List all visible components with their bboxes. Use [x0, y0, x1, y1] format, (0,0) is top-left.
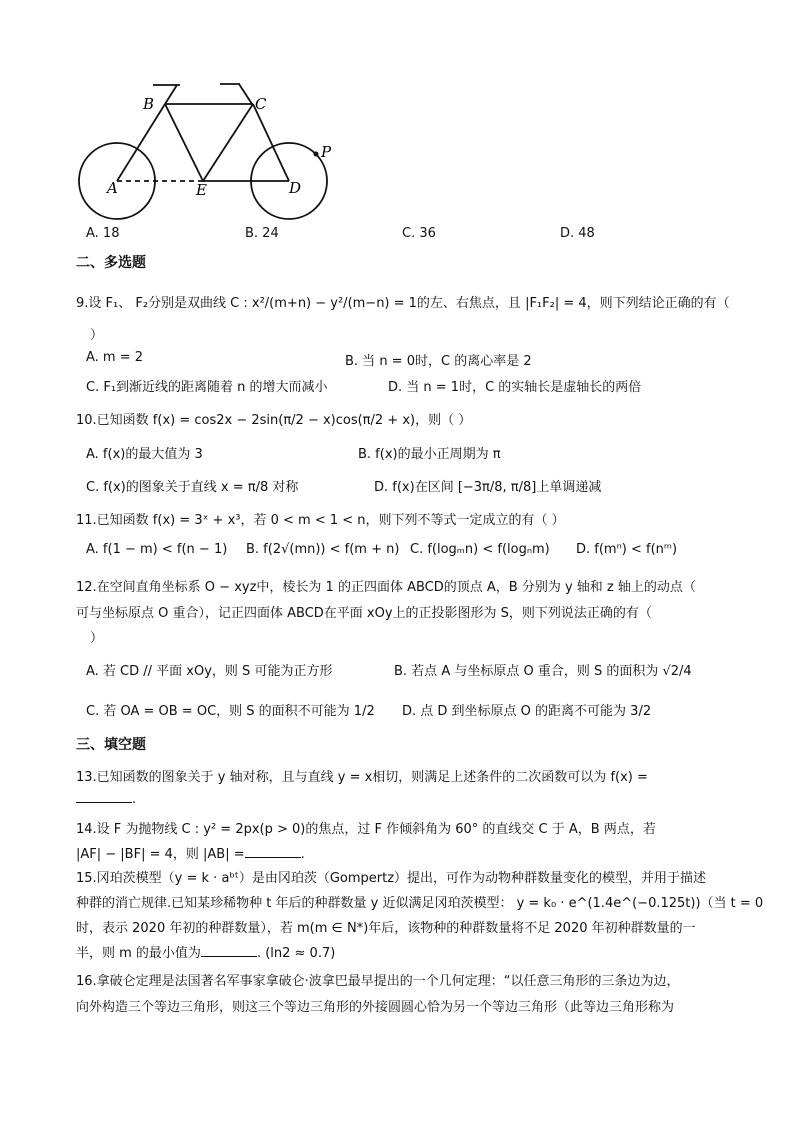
q8-option-b: B. 24	[245, 226, 279, 241]
tube-CE	[203, 104, 253, 181]
q15-line-3: 时，表示 2020 年初的种群数量），若 m(m ∈ N*)年后，该物种的种群数量将不足 2020 年初种群数量的一	[76, 921, 696, 936]
q15-line-1: 15.冈珀茨模型（y = k · aᵇᵗ）是由冈珀茨（Gompertz）提出，可作为动物种群数量变化的模型，并用于描述	[76, 871, 707, 886]
q11-option-c: C. f(logₘn) < f(logₙm)	[410, 542, 550, 557]
q9-stem-end: ）	[90, 328, 104, 343]
section-heading-multiple-choice: 二、多选题	[76, 255, 146, 271]
label-A: A	[107, 179, 118, 197]
q12-option-b: B. 若点 A 与坐标原点 O 重合，则 S 的面积为 √2/4	[394, 664, 692, 679]
q12-line-1: 12.在空间直角坐标系 O − xyz中，棱长为 1 的正四面体 ABCD的顶点 A，B 分别为 y 轴和 z 轴上的动点（	[76, 580, 696, 595]
q8-option-d: D. 48	[560, 226, 595, 241]
label-B: B	[143, 95, 155, 113]
q16-line-1: 16.拿破仑定理是法国著名军事家拿破仑·波拿巴最早提出的一个几何定理：“以任意三角形的三条边为边，	[76, 974, 680, 989]
section-heading-fill-in: 三、填空题	[76, 737, 146, 753]
q13-answer-blank[interactable]	[76, 790, 132, 803]
label-C: C	[255, 95, 267, 113]
q8-option-a: A. 18	[86, 226, 120, 241]
q11-option-a: A. f(1 − m) < f(n − 1)	[86, 542, 228, 557]
q15-answer-blank[interactable]	[201, 944, 257, 957]
q10-stem: 10.已知函数 f(x) = cos2x − 2sin(π/2 − x)cos(π/2 + x)，则（ ）	[76, 413, 472, 428]
q10-option-d: D. f(x)在区间 [−3π/8, π/8]上单调递减	[374, 480, 602, 495]
q10-option-a: A. f(x)的最大值为 3	[86, 447, 203, 462]
q9-option-a: A. m = 2	[86, 350, 144, 365]
point-P-dot	[314, 152, 319, 157]
q15-line-4: 半，则 m 的最小值为 . (ln2 ≈ 0.7)	[76, 946, 336, 961]
q14-line-1: 14.设 F 为抛物线 C : y² = 2px(p > 0)的焦点，过 F 作倾斜角为 60° 的直线交 C 于 A，B 两点，若	[76, 822, 656, 837]
q11-option-b: B. f(2√(mn)) < f(m + n)	[246, 542, 400, 557]
q12-option-c: C. 若 OA = OB = OC，则 S 的面积不可能为 1/2	[86, 704, 375, 719]
label-E: E	[196, 181, 207, 199]
q14-answer-blank[interactable]	[245, 845, 301, 858]
q11-option-d: D. f(mⁿ) < f(nᵐ)	[576, 542, 678, 557]
q10-option-b: B. f(x)的最小正周期为 π	[358, 447, 501, 462]
q14-line-2: |AF| − |BF| = 4，则 |AB| = .	[76, 847, 305, 862]
label-D: D	[289, 179, 302, 197]
q9-option-b: B. 当 n = 0时，C 的离心率是 2	[345, 354, 532, 369]
q16-line-2: 向外构造三个等边三角形，则这三个等边三角形的外接圆圆心恰为另一个等边三角形（此等边三角形称为	[76, 1000, 675, 1015]
seat-stem	[165, 85, 177, 104]
q8-option-c: C. 36	[402, 226, 436, 241]
q12-line-3: ）	[90, 631, 104, 646]
handlebar	[239, 84, 252, 104]
q10-option-c: C. f(x)的图象关于直线 x = π/8 对称	[86, 480, 299, 495]
q13-line-1: 13.已知函数的图象关于 y 轴对称，且与直线 y = x相切，则满足上述条件的二次函数可以为 f(x) =	[76, 770, 648, 785]
bicycle-figure	[70, 78, 340, 220]
q11-stem: 11.已知函数 f(x) = 3ˣ + x³，若 0 < m < 1 < n，则下列不等式一定成立的有（ ）	[76, 513, 565, 528]
q12-option-d: D. 点 D 到坐标原点 O 的距离不可能为 3/2	[402, 704, 652, 719]
q15-line-2: 种群的消亡规律.已知某珍稀物种 t 年后的种群数量 y 近似满足冈珀茨模型： y = k₀ · e^(1.4e^(−0.125t))（当 t = 0	[76, 896, 764, 911]
down-tube-BE	[165, 104, 203, 181]
rear-fork-AB	[117, 104, 165, 181]
q12-option-a: A. 若 CD // 平面 xOy，则 S 可能为正方形	[86, 664, 333, 679]
label-P: P	[321, 143, 332, 161]
q13-line-2: .	[76, 790, 136, 807]
q9-stem: 9.设 F₁、 F₂分别是双曲线 C : x²/(m+n) − y²/(m−n) = 1的左、右焦点，且 |F₁F₂| = 4，则下列结论正确的有（	[76, 296, 730, 311]
q9-option-c: C. F₁到渐近线的距离随着 n 的增大而减小	[86, 380, 328, 395]
q12-line-2: 可与坐标原点 O 重合），记正四面体 ABCD在平面 xOy上的正投影图形为 S，则下列说法正确的有（	[76, 606, 652, 621]
q9-option-d: D. 当 n = 1时，C 的实轴长是虚轴长的两倍	[388, 380, 642, 395]
